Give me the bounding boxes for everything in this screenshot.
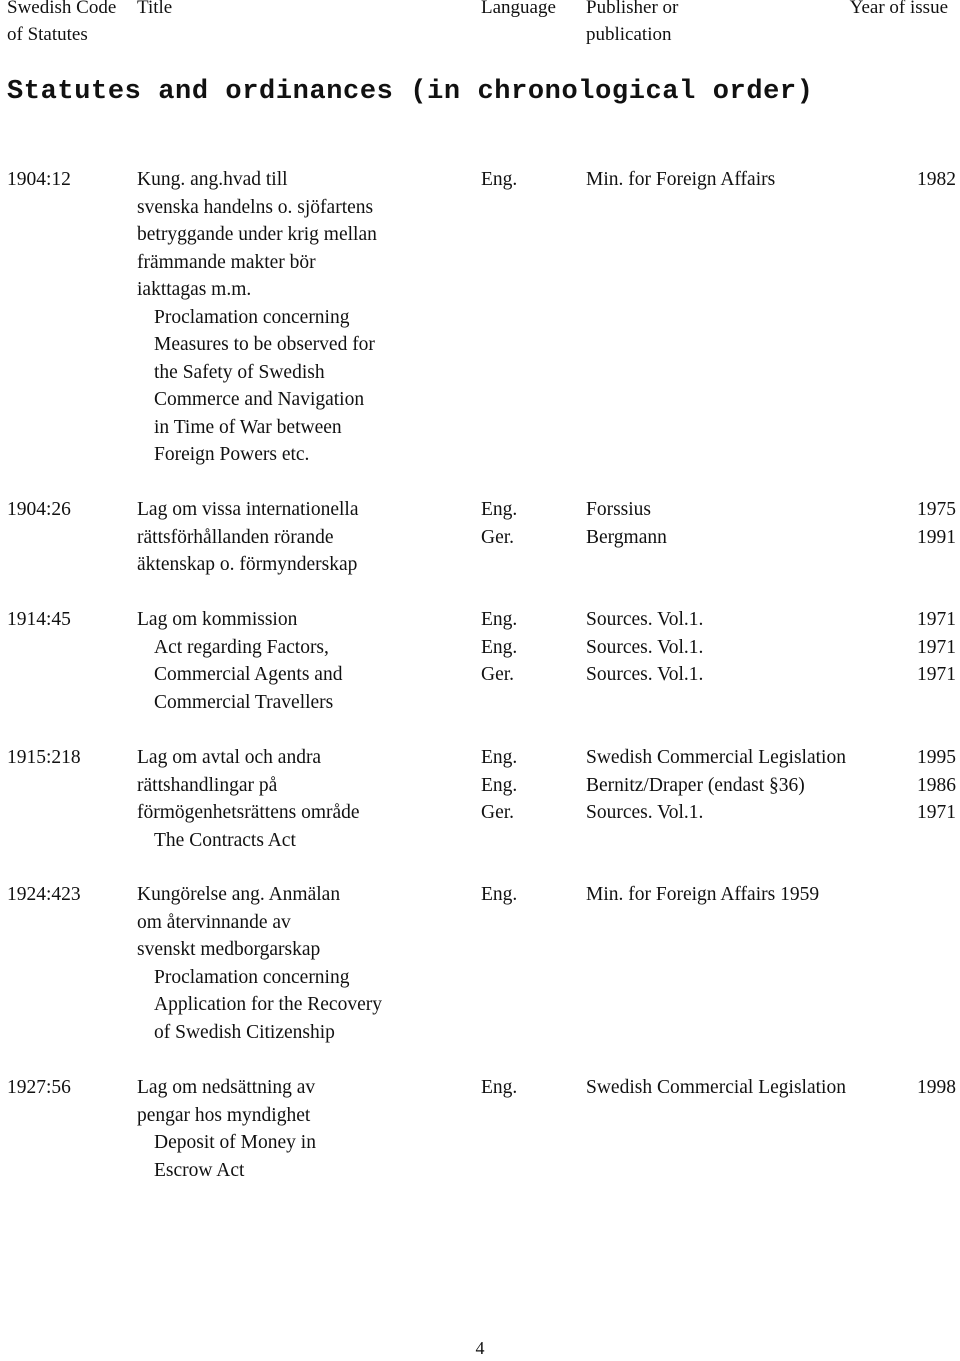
header-publisher-line: Publisher or bbox=[586, 0, 679, 18]
statute-code: 1914:45 bbox=[7, 609, 71, 630]
publisher-name-column bbox=[586, 166, 775, 194]
translation-language-column bbox=[481, 606, 517, 689]
header-language bbox=[481, 0, 556, 21]
title-line: främmande makter bör bbox=[137, 251, 316, 273]
year-of-issue: 1998 bbox=[917, 1077, 956, 1098]
title-line: svenskt medborgarskap bbox=[137, 939, 321, 960]
translation-language-column bbox=[481, 881, 517, 909]
statute-title bbox=[137, 496, 358, 579]
publisher-name: Sources. Vol.1. bbox=[586, 636, 704, 658]
header-code bbox=[7, 0, 116, 48]
publisher-name: Forssius bbox=[586, 499, 652, 520]
publisher-name: Swedish Commercial Legislation bbox=[586, 1077, 846, 1098]
title-line: Deposit of Money in bbox=[154, 1132, 316, 1153]
year-of-issue: 1991 bbox=[917, 526, 956, 548]
year-of-issue: 1971 bbox=[917, 802, 956, 823]
publisher-name-column bbox=[586, 744, 846, 827]
translation-language: Ger. bbox=[481, 526, 515, 548]
title-line: Lag om nedsättning av bbox=[137, 1077, 316, 1098]
translation-language: Eng. bbox=[481, 609, 518, 630]
header-code-line: of Statutes bbox=[7, 24, 88, 45]
year-of-issue: 1986 bbox=[917, 774, 956, 796]
statute-code: 1904:12 bbox=[7, 169, 71, 190]
title-line: Application for the Recovery bbox=[154, 994, 382, 1015]
statute-code: 1927:56 bbox=[7, 1077, 71, 1098]
translation-language: Eng. bbox=[481, 1077, 518, 1098]
statute-title bbox=[137, 881, 382, 1046]
publisher-name: Sources. Vol.1. bbox=[586, 609, 704, 630]
publisher-name: Bergmann bbox=[586, 526, 667, 548]
publisher-name-column bbox=[586, 1074, 846, 1102]
translation-language: Ger. bbox=[481, 802, 515, 823]
title-line: Lag om kommission bbox=[137, 609, 298, 630]
year-of-issue-column bbox=[917, 166, 956, 194]
title-line: Kung. ang.hvad till bbox=[137, 169, 288, 190]
title-line: rättshandlingar på bbox=[137, 774, 278, 796]
title-line: rättsförhållanden rörande bbox=[137, 526, 334, 548]
title-line: betryggande under krig mellan bbox=[137, 224, 377, 245]
publisher-name-column bbox=[586, 606, 703, 689]
title-line: svenska handelns o. sjöfartens bbox=[137, 196, 374, 218]
title-line: pengar hos myndighet bbox=[137, 1104, 311, 1126]
translation-language: Eng. bbox=[481, 884, 518, 905]
statute-title bbox=[137, 744, 360, 854]
title-line: Escrow Act bbox=[154, 1159, 245, 1181]
year-of-issue: 1971 bbox=[917, 664, 956, 685]
translation-language-column bbox=[481, 1074, 517, 1102]
translation-language: Eng. bbox=[481, 774, 518, 796]
title-line: förmögenhetsrättens område bbox=[137, 802, 360, 823]
translation-language: Eng. bbox=[481, 499, 518, 520]
title-line: iakttagas m.m. bbox=[137, 279, 252, 300]
header-language-line: Language bbox=[481, 0, 556, 18]
title-line: Act regarding Factors, bbox=[154, 636, 329, 658]
publisher-name-column bbox=[586, 496, 667, 551]
page-number: 4 bbox=[475, 1338, 485, 1358]
title-line: Measures to be observed for bbox=[154, 334, 375, 355]
title-line: The Contracts Act bbox=[154, 829, 296, 851]
statute-title bbox=[137, 606, 342, 716]
title-line: Proclamation concerning bbox=[154, 966, 350, 988]
header-title bbox=[137, 0, 172, 21]
statute-title bbox=[137, 166, 377, 469]
publisher-name: Bernitz/Draper (endast §36) bbox=[586, 774, 805, 796]
title-line: äktenskap o. förmynderskap bbox=[137, 554, 358, 575]
publisher-name: Min. for Foreign Affairs bbox=[586, 169, 776, 190]
header-year-line: Year of issue bbox=[849, 0, 948, 18]
title-line: Commerce and Navigation bbox=[154, 389, 365, 410]
title-line: Lag om avtal och andra bbox=[137, 747, 322, 768]
title-line: of Swedish Citizenship bbox=[154, 1021, 335, 1043]
title-line: Kungörelse ang. Anmälan bbox=[137, 884, 341, 905]
publisher-name: Swedish Commercial Legislation bbox=[586, 747, 846, 768]
translation-language-column bbox=[481, 744, 517, 827]
translation-language: Eng. bbox=[481, 636, 518, 658]
statute-code: 1924:423 bbox=[7, 884, 81, 905]
translation-language-column bbox=[481, 166, 517, 194]
translation-language: Eng. bbox=[481, 747, 518, 768]
statute-title bbox=[137, 1074, 316, 1184]
header-title-line: Title bbox=[137, 0, 173, 18]
title-line: Foreign Powers etc. bbox=[154, 444, 310, 465]
translation-language: Eng. bbox=[481, 169, 518, 190]
title-line: Commercial Travellers bbox=[154, 691, 334, 713]
year-of-issue: 1971 bbox=[917, 636, 956, 658]
title-line: in Time of War between bbox=[154, 416, 342, 438]
title-line: Lag om vissa internationella bbox=[137, 499, 359, 520]
publisher-name-column bbox=[586, 881, 819, 909]
statute-code: 1915:218 bbox=[7, 747, 81, 768]
title-line: the Safety of Swedish bbox=[154, 361, 325, 383]
year-of-issue-column bbox=[917, 606, 956, 689]
statute-code: 1904:26 bbox=[7, 499, 71, 520]
year-of-issue: 1982 bbox=[917, 169, 956, 190]
header-year bbox=[850, 0, 948, 21]
year-of-issue: 1971 bbox=[917, 609, 956, 630]
header-publisher bbox=[586, 0, 678, 48]
publisher-name: Sources. Vol.1. bbox=[586, 664, 704, 685]
year-of-issue-column bbox=[917, 496, 956, 551]
title-line: om återvinnande av bbox=[137, 911, 291, 933]
header-publisher-line: publication bbox=[586, 24, 672, 45]
year-of-issue: 1975 bbox=[917, 499, 956, 520]
title-line: Proclamation concerning bbox=[154, 306, 350, 328]
year-of-issue: 1995 bbox=[917, 747, 956, 768]
year-of-issue-column bbox=[917, 1074, 956, 1102]
publisher-name: Min. for Foreign Affairs 1959 bbox=[586, 884, 820, 905]
section-heading: Statutes and ordinances (in chronological order) bbox=[7, 77, 814, 107]
year-of-issue-column bbox=[917, 744, 956, 827]
translation-language: Ger. bbox=[481, 664, 515, 685]
title-line: Commercial Agents and bbox=[154, 664, 343, 685]
translation-language-column bbox=[481, 496, 517, 551]
header-code-line: Swedish Code bbox=[7, 0, 117, 18]
publisher-name: Sources. Vol.1. bbox=[586, 802, 704, 823]
